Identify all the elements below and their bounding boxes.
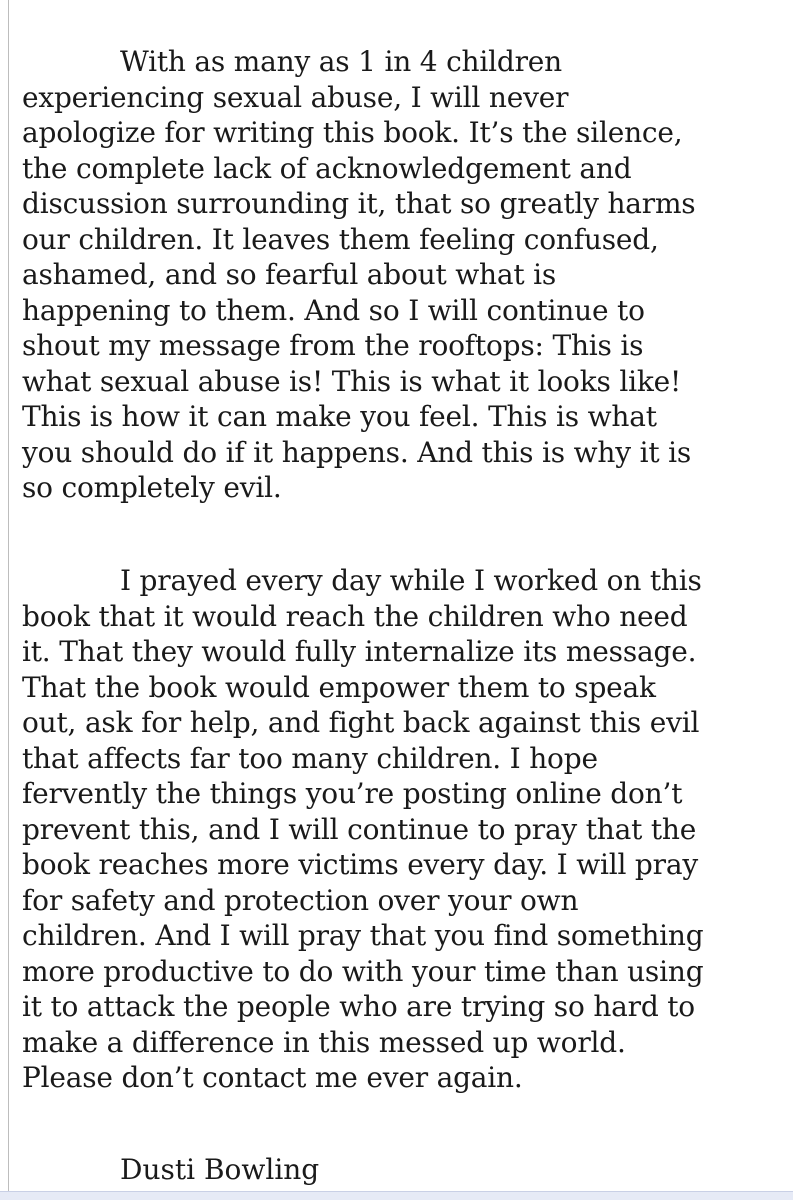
paragraph-line: book that it would reach the children who need (22, 599, 688, 633)
paragraph-line: what sexual abuse is! This is what it looks like! (22, 364, 682, 398)
paragraph-line: With as many as 1 in 4 children (120, 45, 563, 78)
paragraph-line: out, ask for help, and fight back against this evil (22, 706, 700, 739)
paragraph-line: our children. It leaves them feeling confused, (22, 222, 659, 256)
paragraph-line: for safety and protection over your own (22, 883, 579, 917)
paragraph-line: ashamed, and so fearful about what is (22, 258, 557, 291)
paragraph-line: it. That they would fully internalize its message. (22, 635, 697, 668)
paragraph-line: book reaches more victims every day. I will pray (22, 848, 698, 881)
signature: Dusti Bowling (120, 1153, 320, 1186)
paragraph-line: that affects far too many children. I hope (22, 741, 598, 775)
paragraph-line: fervently the things you’re posting online don’t (22, 777, 683, 810)
paragraph-line: That the book would empower them to speak (22, 670, 656, 704)
paragraph-line: the complete lack of acknowledgement and (22, 151, 632, 185)
paragraph-line: happening to them. And so I will continue to (22, 293, 645, 327)
paragraph-line: I prayed every day while I worked on this (120, 564, 702, 597)
page-left-border (8, 0, 9, 1200)
paragraph-line: make a difference in this messed up world. (22, 1025, 626, 1059)
paragraph-2 (22, 563, 777, 1096)
paragraph-line: experiencing sexual abuse, I will never (22, 80, 569, 114)
paragraph-line: This is how it can make you feel. This is what (22, 400, 657, 433)
paragraph-line: apologize for writing this book. It’s the silence, (22, 116, 683, 149)
paragraph-line: you should do if it happens. And this is why it is (22, 435, 692, 469)
paragraph-line: Please don’t contact me ever again. (22, 1061, 523, 1094)
bottom-edge-strip (0, 1191, 793, 1200)
paragraph-line: more productive to do with your time than using (22, 954, 704, 988)
paragraph-line: discussion surrounding it, that so greatly harms (22, 187, 696, 220)
paragraph-line: children. And I will pray that you find something (22, 919, 704, 952)
paragraph-line: shout my message from the rooftops: This is (22, 329, 644, 362)
paragraph-line: prevent this, and I will continue to pray that the (22, 812, 697, 846)
paragraph-line: it to attack the people who are trying so hard to (22, 990, 695, 1023)
paragraph-line: so completely evil. (22, 471, 282, 504)
paragraph-1 (22, 44, 777, 506)
